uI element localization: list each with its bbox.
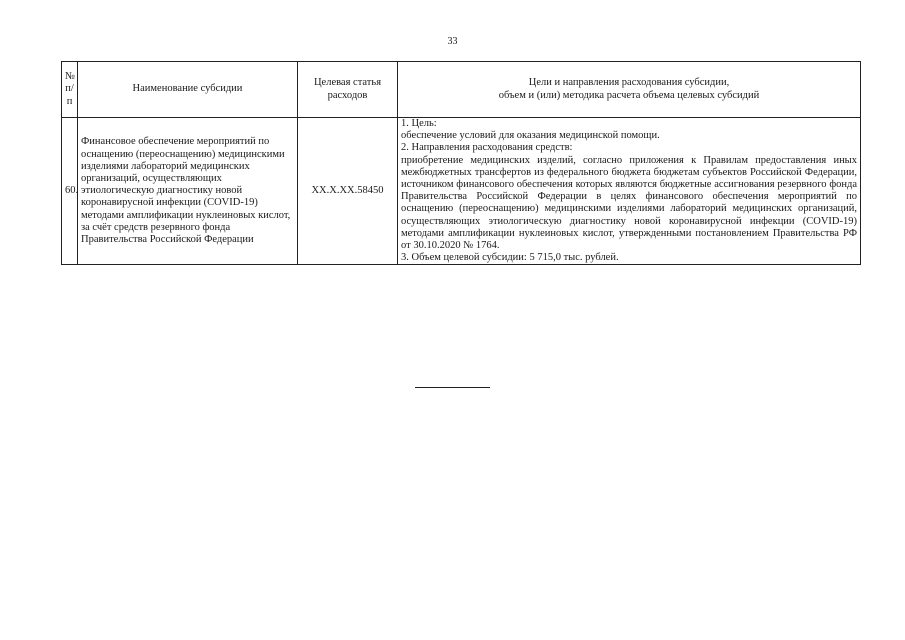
row-subsidy-name: Финансовое обеспечение мероприятий по оснащению (переоснащению) медицинскими изделиями лабораторий медицинских организаций, осуществляющих этиологическую диагностику новой коронавирусной инфекции (COVID-19) методами амплификации нуклеиновых кислот, за счёт средств резервного фонда Правительства Российской Федерации bbox=[78, 118, 298, 265]
header-name: Наименование субсидии bbox=[78, 62, 298, 118]
goals-heading-purpose: 1. Цель: bbox=[401, 118, 437, 129]
subsidy-table bbox=[61, 61, 861, 265]
goals-heading-directions: 2. Направления расходования средств: bbox=[401, 142, 573, 154]
table-header-row bbox=[62, 62, 861, 118]
header-goals bbox=[398, 62, 861, 118]
row-num: 60. bbox=[62, 118, 78, 265]
goals-directions-text: приобретение медицинских изделий, согласно приложения к Правилам предоставления иных межбюджетных трансфертов из федерального бюджета бюджетам субъектов Российской Федерации, источником финансового обеспечения которых являются бюджетные ассигнования резервного фонда Правительства Российской Федерации в целях финансового обеспечения мероприятий по оснащению (переоснащению) медицинскими изделиями лабораторий медицинских организаций, осуществляющих этиологическую диагностику новой коронавирусной инфекции (COVID-19) методами амплификации нуклеиновых кислот, утвержденными постановлением Правительства РФ от 30.10.2020 № 1764. bbox=[401, 154, 857, 252]
header-num: № п/п bbox=[62, 62, 78, 118]
header-article-label: Целевая статья расходов bbox=[313, 77, 382, 101]
row-target-article: ХХ.Х.ХХ.58450 bbox=[298, 118, 398, 265]
header-goals-line1: Цели и направления расходования субсидии, bbox=[528, 77, 730, 89]
table-row bbox=[62, 118, 861, 265]
row-goals bbox=[398, 118, 861, 265]
goals-purpose-text: обеспечение условий для оказания медицинской помощи. bbox=[401, 130, 660, 142]
page-number: 33 bbox=[447, 36, 458, 47]
header-article bbox=[298, 62, 398, 118]
goals-volume-text: 3. Объем целевой субсидии: 5 715,0 тыс. рублей. bbox=[401, 252, 619, 264]
end-separator-line bbox=[415, 387, 490, 388]
header-goals-line2: объем и (или) методика расчета объема целевых субсидий bbox=[498, 89, 760, 101]
